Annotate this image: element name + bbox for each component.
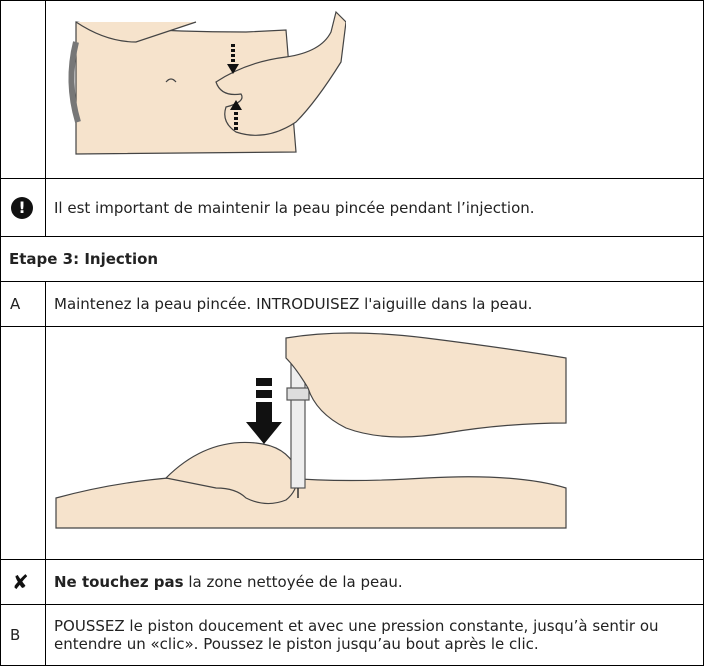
step-b-row xyxy=(1,605,704,666)
step-b-letter: B xyxy=(1,605,46,666)
warning-text: Il est important de maintenir la peau pincée pendant l’injection. xyxy=(46,179,704,237)
empty-cell xyxy=(1,1,46,179)
do-not-rest: la zone nettoyée de la peau. xyxy=(183,573,403,591)
step-a-letter: A xyxy=(1,282,46,327)
empty-cell xyxy=(1,327,46,560)
step-header-row xyxy=(1,237,704,282)
step-b-line1: POUSSEZ le piston doucement et avec une pression constante, jusqu’à sentir ou xyxy=(54,617,659,635)
illustration-row-injection xyxy=(1,327,704,560)
injection-illustration xyxy=(46,328,686,558)
illustration-row-pinch xyxy=(1,1,704,179)
step-title: Etape 3: Injection xyxy=(1,237,704,282)
do-not-row xyxy=(1,560,704,605)
do-not-bold: Ne touchez pas xyxy=(54,573,184,591)
step-b-line2: entendre un «clic». Poussez le piston jusqu’au bout après le clic. xyxy=(54,635,539,653)
do-not-text xyxy=(46,560,704,605)
step-a-row xyxy=(1,282,704,327)
injection-illustration-cell xyxy=(46,327,704,560)
x-mark-icon: ✘ xyxy=(12,570,29,594)
step-a-text: Maintenez la peau pincée. INTRODUISEZ l'aiguille dans la peau. xyxy=(46,282,704,327)
do-not-icon-cell xyxy=(1,560,46,605)
pinch-skin-illustration xyxy=(46,2,346,177)
warning-row xyxy=(1,179,704,237)
warning-icon-cell xyxy=(1,179,46,237)
exclamation-circle-icon: ! xyxy=(11,197,33,219)
step-b-text xyxy=(46,605,704,666)
pinch-illustration-cell xyxy=(46,1,704,179)
